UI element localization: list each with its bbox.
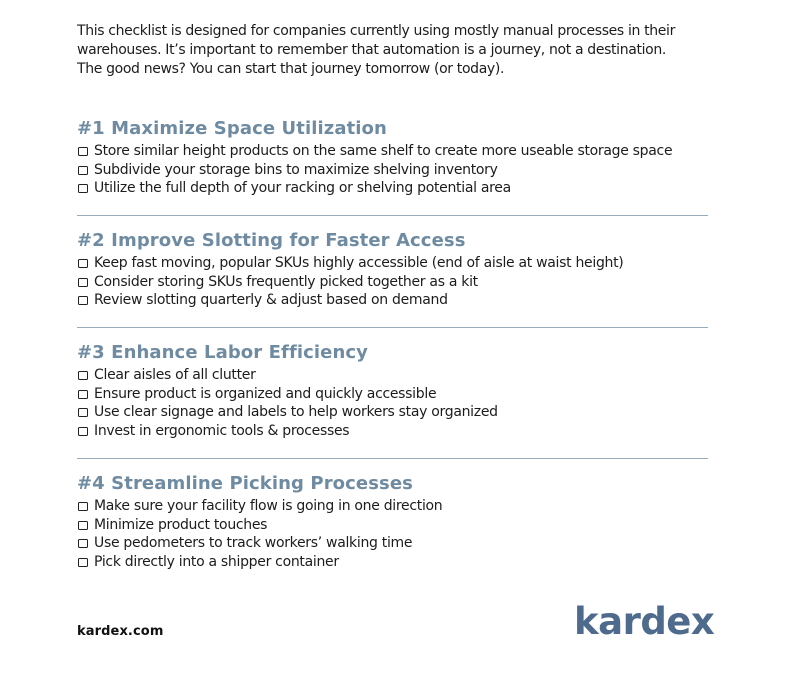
section-divider [77,327,708,328]
checklist-item-label: Invest in ergonomic tools & processes [94,423,350,440]
checklist-item-label: Store similar height products on the same shelf to create more useable storage space [94,143,673,159]
checkbox-icon[interactable] [78,502,88,511]
checkbox-icon[interactable] [78,427,88,436]
checklist-item-label: Use clear signage and labels to help workers stay organized [94,404,498,421]
checkbox-icon[interactable] [78,558,88,567]
checklist [77,497,709,572]
checklist-item [77,161,709,180]
checklist-item-label: Review slotting quarterly & adjust based on demand [94,292,448,309]
checklist-item-label: Minimize product touches [94,516,268,533]
checklist-item [77,534,709,553]
section-title: #1 Maximize Space Utilization [77,118,387,139]
checklist-item [77,366,709,385]
checklist-item-label: Ensure product is organized and quickly accessible [94,385,437,402]
checkbox-icon[interactable] [78,539,88,548]
checklist-item-label: Pick directly into a shipper container [94,554,339,571]
intro-paragraph [77,22,717,79]
checklist-item [77,142,709,161]
checklist-item [77,497,709,516]
checklist-item-label: Consider storing SKUs frequently picked together as a kit [94,273,478,290]
checkbox-icon[interactable] [78,166,88,175]
intro-line: warehouses. It’s important to remember that automation is a journey, not a destination. [77,42,666,58]
checklist [77,142,709,198]
checklist-item-label: Clear aisles of all clutter [94,367,256,383]
section-labor-efficiency [77,342,709,441]
checklist-item-label: Keep fast moving, popular SKUs highly accessible (end of aisle at waist height) [94,255,624,271]
section-title: #2 Improve Slotting for Faster Access [77,230,466,251]
checkbox-icon[interactable] [78,184,88,193]
checkbox-icon[interactable] [78,296,88,305]
checklist-item [77,179,709,198]
checklist-item-label: Subdivide your storage bins to maximize shelving inventory [94,161,498,178]
checklist-item [77,403,709,422]
checkbox-icon[interactable] [78,408,88,417]
checkbox-icon[interactable] [78,390,88,399]
checklist-item [77,422,709,441]
kardex-logo: kardex [574,600,715,643]
checklist-item [77,273,709,292]
checklist-item [77,291,709,310]
section-divider [77,458,708,459]
section-picking-processes [77,473,709,572]
checklist-item-label: Make sure your facility flow is going in one direction [94,498,443,514]
checklist-item-label: Utilize the full depth of your racking or shelving potential area [94,180,511,197]
section-space-utilization [77,118,709,198]
checklist-item [77,516,709,535]
website-link[interactable]: kardex.com [77,624,164,639]
section-title: #4 Streamline Picking Processes [77,473,413,494]
checklist-item [77,385,709,404]
checkbox-icon[interactable] [78,371,88,380]
intro-line: The good news? You can start that journey tomorrow (or today). [77,61,505,77]
checklist [77,366,709,441]
checklist [77,254,709,310]
intro-line: This checklist is designed for companies currently using mostly manual processes in their [77,23,676,39]
checklist-item [77,553,709,572]
checkbox-icon[interactable] [78,259,88,268]
checkbox-icon[interactable] [78,521,88,530]
section-slotting [77,230,709,310]
checkbox-icon[interactable] [78,147,88,156]
checklist-item-label: Use pedometers to track workers’ walking time [94,535,413,552]
section-title: #3 Enhance Labor Efficiency [77,342,369,363]
checklist-item [77,254,709,273]
checkbox-icon[interactable] [78,278,88,287]
section-divider [77,215,708,216]
